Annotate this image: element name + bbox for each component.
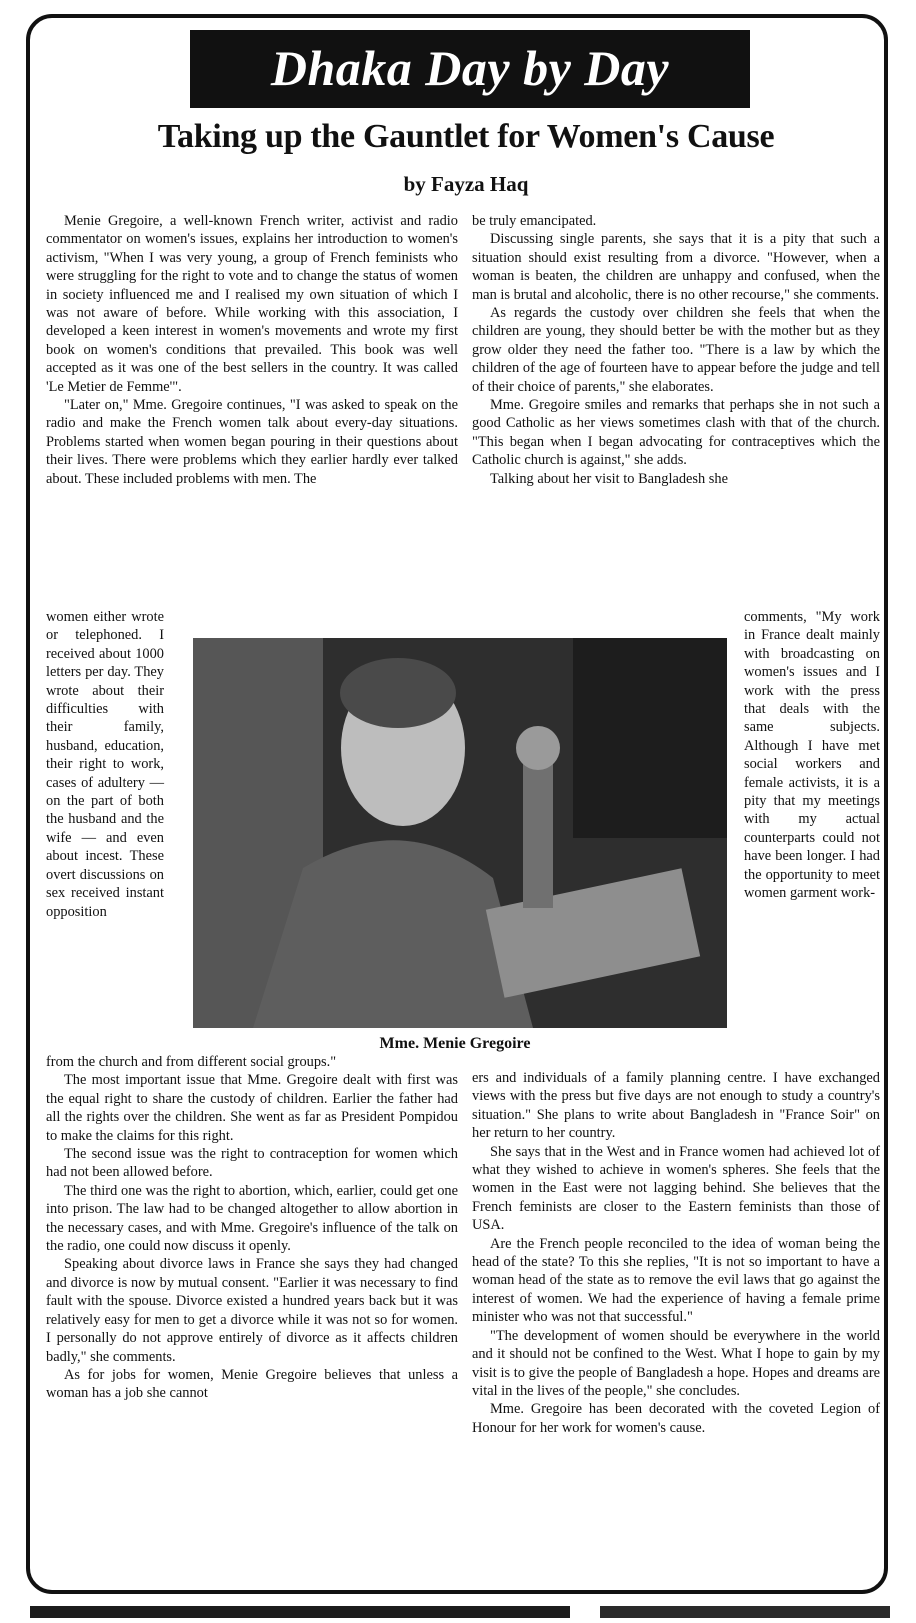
paragraph: Mme. Gregoire has been decorated with the coveted Legion of Honour for her work for women's cause. — [472, 1401, 880, 1436]
paragraph: comments, "My work in France dealt mainly with broadcasting on women's issues and I work with the press that deals with the same subjects. Although I have met social workers and female activists, it is a pity that my meetings with my actual counterparts could not have been longer. I had the opportunity to meet women garment work- — [744, 609, 880, 902]
paragraph: Talking about her visit to Bangladesh she — [490, 470, 728, 487]
paragraph: "Later on," Mme. Gregoire continues, "I was asked to speak on the radio and make the French women talk about every-day situations. Problems started when women began pouring in their questions about their lives. There were problems which they earlier hardly ever talked about. These included problems with men. The — [46, 397, 458, 487]
paragraph: Mme. Gregoire smiles and remarks that perhaps she in not such a good Catholic as her views sometimes clash with that of the church. "This began when I began advocating for contraceptives which the Catholic church is against," she adds. — [472, 397, 880, 469]
paragraph: As for jobs for women, Menie Gregoire believes that unless a woman has a job she cannot — [46, 1366, 458, 1402]
byline: by Fayza Haq — [403, 172, 529, 196]
paragraph: As regards the custody over children she feels that when the children are young, they should better be with the mother but as they grow older they need the father too. "There is a law by which the children of the age of fourteen have to appear before the judge and tell of their choice of parents," she elaborates. — [472, 305, 880, 395]
paragraph: Discussing single parents, she says that it is a pity that such a situation should exist resulting from a divorce. "However, when a woman is beaten, the children are unhappy and confused, when the man is brutal and alcoholic, there is no other recourse," she comments. — [472, 231, 880, 303]
paragraph: "The development of women should be everywhere in the world and it should not be confined to the West. What I hope to gain by my visit is to give the people of Bangladesh a hope. Hopes and dreams are vital in the lives of the people," she concludes. — [472, 1327, 880, 1399]
paragraph: The most important issue that Mme. Gregoire dealt with first was the equal right to share the custody of children. Earlier the father had all the rights over the children. She went as far as President Pompidou to make the claims for this right. — [46, 1072, 458, 1144]
paragraph: The third one was the right to abortion, which, earlier, could get one into prison. The law had to be changed altogether to allow abortion in the necessary cases, and with Mme. Gregoire's influence of the talk on the radio, one could now discuss it openly. — [46, 1182, 458, 1255]
portrait-illustration — [193, 638, 727, 1028]
paragraph: women either wrote or telephoned. I received about 1000 letters per day. They wrote about their difficulties with their family, husband, education, their right to work, cases of adultery — on the part of both the husband and the wife — and even about incest. These overt discussions on sex received instant opposition — [46, 609, 164, 920]
paragraph: ers and individuals of a family planning centre. I have exchanged views with the press but five days are not enough to study a country's situation." She plans to write about Bangladesh in "France Soir" on her return to her country. — [472, 1070, 880, 1142]
cropped-headline-left — [30, 1606, 570, 1618]
column-right-top — [472, 212, 880, 488]
column-left-bottom — [46, 1053, 458, 1403]
paragraph: Menie Gregoire, a well-known French writer, activist and radio commentator on women's issues, explains her introduction to women's activism, "When I was very young, a group of French feminists who were struggling for the right to vote and to change the status of women in society influenced me and I realised my own situation of which I was not aware of before. While working with this association, I developed a keen interest in women's movements and wrote my first book on women's conditions that prevailed. This book was well accepted as it was one of the best sellers in the country. It was called 'Le Metier de Femme'". — [46, 213, 458, 395]
column-left-wrap — [46, 608, 164, 921]
column-right-wrap — [744, 608, 880, 903]
paragraph: Are the French people reconciled to the idea of woman being the head of the state? To this she replies, "It is not so important to have a woman head of the state as to remove the evil laws that go against the interest of women. We had the experience of having a female prime minister who was not that successful." — [472, 1235, 880, 1326]
cropped-headline-right — [600, 1606, 890, 1618]
portrait-photo — [193, 638, 727, 1028]
column-right-bottom — [472, 1069, 880, 1437]
photo-caption: Mme. Menie Gregoire — [379, 1035, 531, 1052]
column-left-top — [46, 212, 458, 488]
paragraph: be truly emancipated. — [472, 213, 597, 229]
paragraph: The second issue was the right to contraception for women which had not been allowed before. — [46, 1146, 458, 1181]
paragraph: from the church and from different social groups." — [46, 1054, 337, 1070]
section-banner: Dhaka Day by Day — [190, 30, 750, 108]
headline: Taking up the Gauntlet for Women's Cause — [157, 118, 775, 155]
paragraph: Speaking about divorce laws in France she says they had changed and divorce is now by mutual consent. "Earlier it was necessary to find fault with the spouse. Divorce existed a hundred years back but it was relatively easy for men to get a divorce while it was not so for women. I personally do not approve entirely of divorce as it affects children badly," she comments. — [46, 1256, 458, 1365]
paragraph: She says that in the West and in France women had achieved lot of what they wished to achieve in women's spheres. She feels that the women in the East were not lagging behind. She believes that the French feminists are closer to the Eastern feminists than those of USA. — [472, 1143, 880, 1234]
next-article-strip — [0, 1600, 916, 1623]
